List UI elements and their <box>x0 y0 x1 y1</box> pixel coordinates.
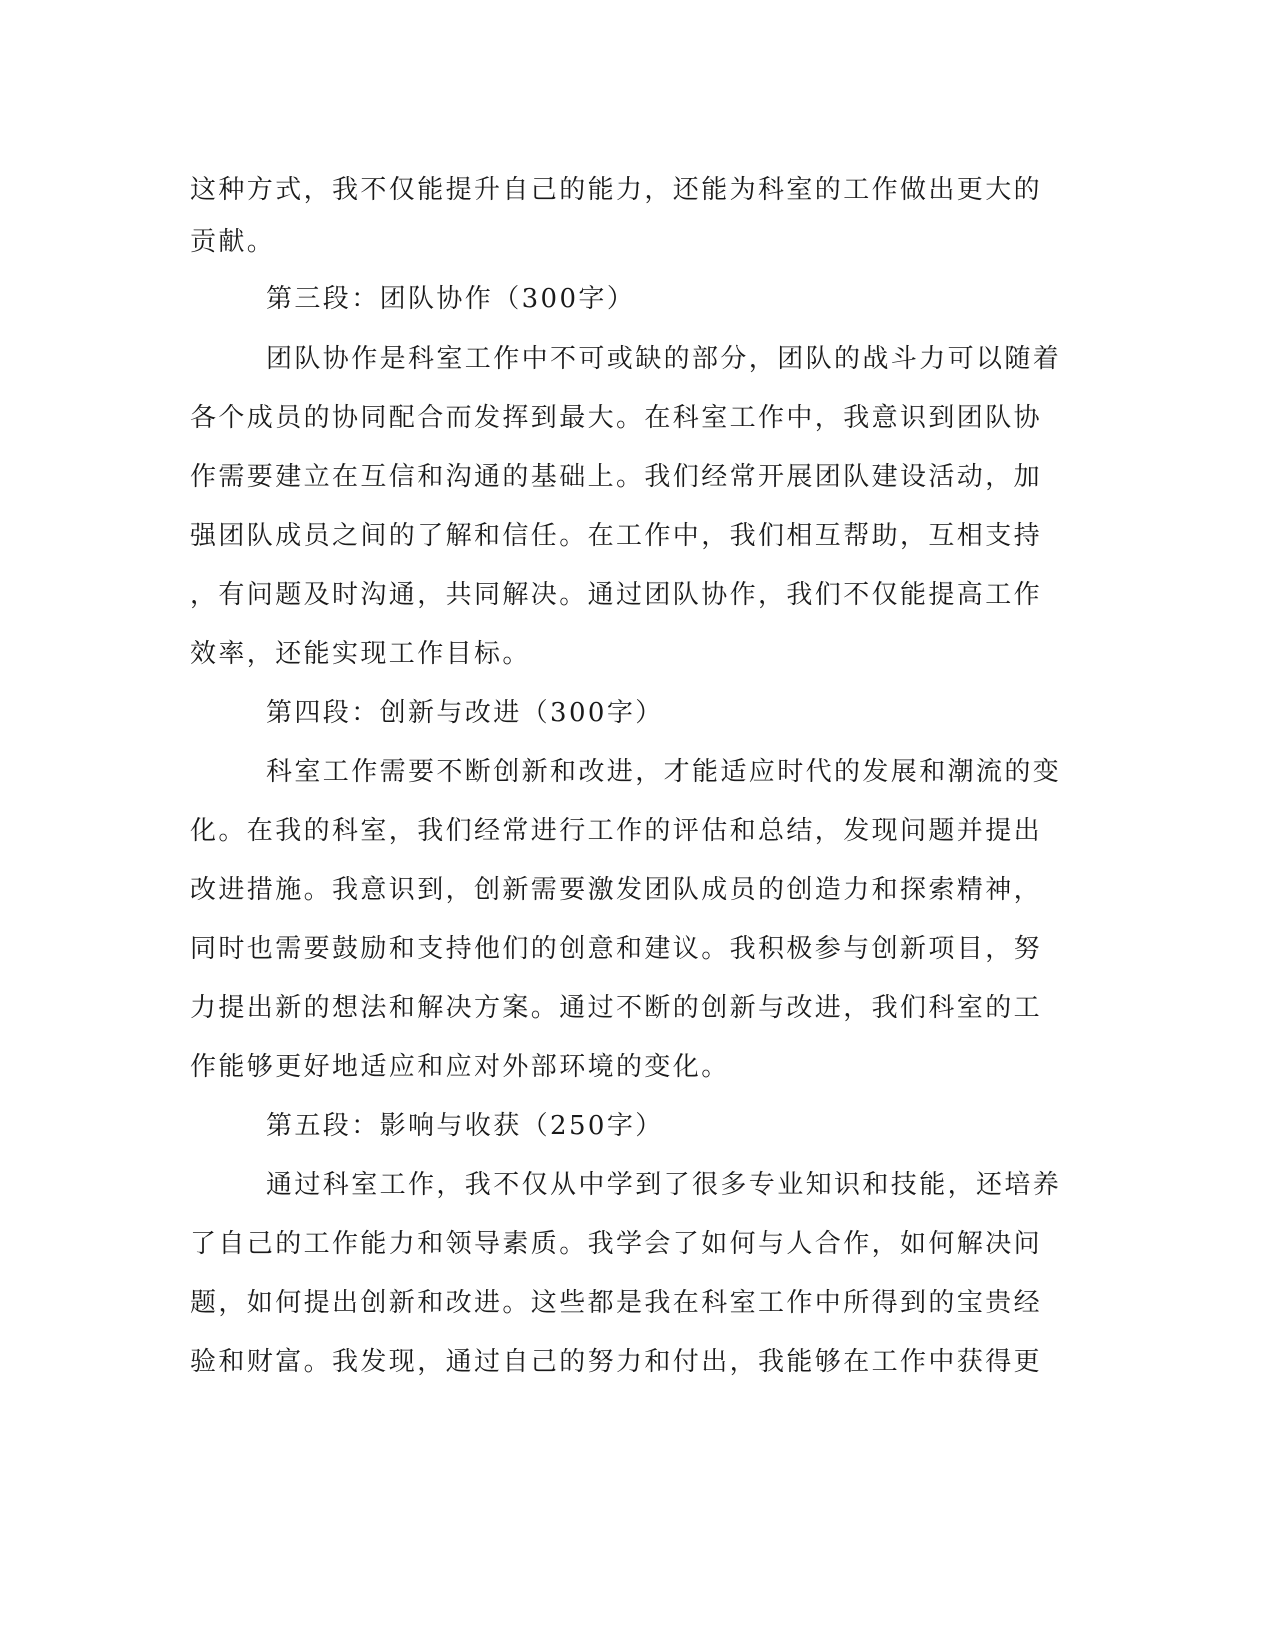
body-text-line: 力提出新的想法和解决方案。通过不断的创新与改进，我们科室的工 <box>190 993 1043 1023</box>
body-text-line: 作需要建立在互信和沟通的基础上。我们经常开展团队建设活动，加 <box>190 462 1043 492</box>
body-text-line: 强团队成员之间的了解和信任。在工作中，我们相互帮助，互相支持 <box>190 521 1043 551</box>
body-text-line: 贡献。 <box>190 227 276 257</box>
body-text-line: 同时也需要鼓励和支持他们的创意和建议。我积极参与创新项目，努 <box>190 934 1043 964</box>
body-text-line: 这种方式，我不仅能提升自己的能力，还能为科室的工作做出更大的 <box>190 175 1043 205</box>
section-heading-4: 第四段：创新与改进（300字） <box>266 698 664 728</box>
body-text-line: 验和财富。我发现，通过自己的努力和付出，我能够在工作中获得更 <box>190 1347 1043 1377</box>
body-text-line: 各个成员的协同配合而发挥到最大。在科室工作中，我意识到团队协 <box>190 403 1043 433</box>
body-text-line: 通过科室工作，我不仅从中学到了很多专业知识和技能，还培养 <box>266 1170 1062 1200</box>
body-text-line: 化。在我的科室，我们经常进行工作的评估和总结，发现问题并提出 <box>190 816 1043 846</box>
section-heading-3: 第三段：团队协作（300字） <box>266 284 636 314</box>
body-text-line: 科室工作需要不断创新和改进，才能适应时代的发展和潮流的变 <box>266 757 1062 787</box>
body-text-line: 了自己的工作能力和领导素质。我学会了如何与人合作，如何解决问 <box>190 1229 1043 1259</box>
body-text-line: 作能够更好地适应和应对外部环境的变化。 <box>190 1052 730 1082</box>
body-text-line: 团队协作是科室工作中不可或缺的部分，团队的战斗力可以随着 <box>266 344 1062 374</box>
body-text-line: 题，如何提出创新和改进。这些都是我在科室工作中所得到的宝贵经 <box>190 1288 1043 1318</box>
body-text-line: ，有问题及时沟通，共同解决。通过团队协作，我们不仅能提高工作 <box>190 580 1043 610</box>
body-text-line: 效率，还能实现工作目标。 <box>190 639 531 669</box>
body-text-line: 改进措施。我意识到，创新需要激发团队成员的创造力和探索精神， <box>190 875 1043 905</box>
section-heading-5: 第五段：影响与收获（250字） <box>266 1111 664 1141</box>
